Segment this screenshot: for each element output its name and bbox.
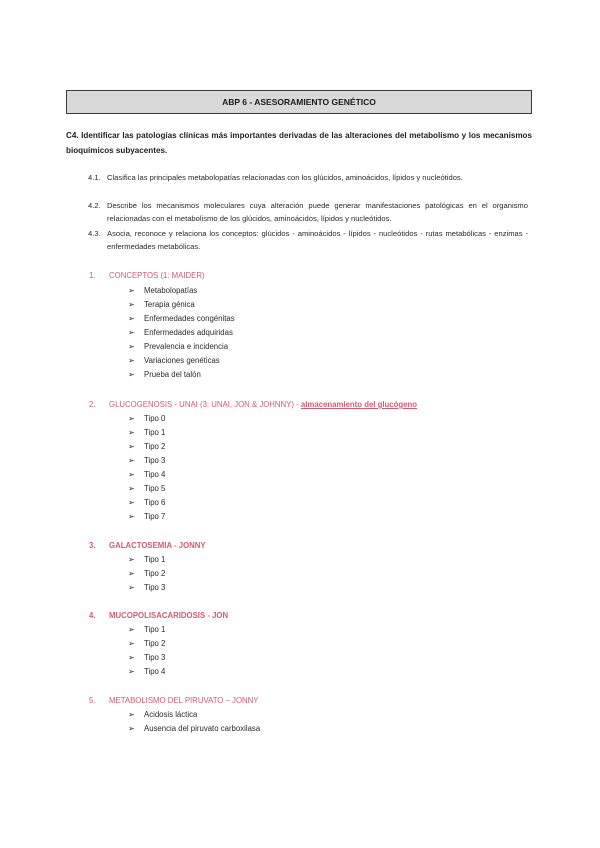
subobjective-4-3: [88, 227, 528, 253]
list-item-label: Metabolopatías: [144, 286, 198, 295]
arrow-bullet-icon: ➢: [128, 370, 135, 379]
list-item: [128, 312, 235, 326]
list-item: [128, 298, 235, 312]
list-item-label: Ausencia del piruvato carboxilasa: [144, 724, 261, 733]
section-conceptos-list: [128, 284, 235, 382]
list-item-label: Tipo 3: [144, 456, 166, 465]
list-item: [128, 368, 235, 382]
list-item: [128, 482, 165, 496]
list-item-label: Prueba del talón: [144, 370, 201, 379]
subobjective-4-2: [88, 199, 528, 225]
arrow-bullet-icon: ➢: [128, 342, 135, 351]
list-item: [128, 284, 235, 298]
section-mucopolisacaridosis-heading: [89, 610, 228, 622]
list-item: [128, 354, 235, 368]
list-item: [128, 581, 165, 595]
document-title-box: [66, 90, 532, 114]
section-conceptos-heading: [89, 270, 205, 282]
section-number: 1.: [89, 271, 96, 280]
arrow-bullet-icon: ➢: [128, 512, 135, 521]
section-glucogenosis-list: [128, 412, 165, 524]
subobjective-text: Clasifica las principales metabolopatías relacionadas con los glúcidos, aminoácidos, lípidos y nucleótidos.: [107, 173, 463, 182]
arrow-bullet-icon: ➢: [128, 555, 135, 564]
list-item-label: Tipo 2: [144, 569, 166, 578]
list-item: [128, 722, 260, 736]
section-number: 2.: [89, 400, 96, 409]
arrow-bullet-icon: ➢: [128, 583, 135, 592]
list-item-label: Tipo 2: [144, 442, 166, 451]
list-item: [128, 567, 165, 581]
objective-c4: C4. Identificar las patologías clínicas más importantes derivadas de las alteraciones del metabolismo y los mecanismos bioquímicos subyacentes.: [66, 131, 532, 155]
subobjective-text: Asocia, reconoce y relaciona los conceptos: glúcidos - aminoácidos - lípidos - nucleótidos - rutas metabólicas - enzimas - enfermedades metabólicas.: [107, 229, 528, 251]
arrow-bullet-icon: ➢: [128, 667, 135, 676]
section-mucopolisacaridosis-list: [128, 623, 165, 679]
arrow-bullet-icon: ➢: [128, 300, 135, 309]
arrow-bullet-icon: ➢: [128, 484, 135, 493]
list-item: [128, 326, 235, 340]
arrow-bullet-icon: ➢: [128, 569, 135, 578]
subobjective-number: 4.2.: [88, 201, 101, 210]
section-galactosemia-list: [128, 553, 165, 595]
section-title: MUCOPOLISACARIDOSIS - JON: [109, 611, 229, 620]
list-item: [128, 496, 165, 510]
arrow-bullet-icon: ➢: [128, 498, 135, 507]
list-item-label: Variaciones genéticas: [144, 356, 220, 365]
list-item-label: Tipo 5: [144, 484, 166, 493]
section-piruvato-list: [128, 708, 260, 736]
list-item-label: Tipo 2: [144, 639, 166, 648]
list-item: [128, 440, 165, 454]
section-title: CONCEPTOS (1: MAIDER): [109, 271, 205, 280]
glycogen-storage-link[interactable]: almacenamiento del glucógeno: [300, 400, 418, 409]
section-number: 3.: [89, 541, 96, 550]
section-piruvato-heading: [89, 695, 258, 707]
list-item-label: Tipo 1: [144, 555, 166, 564]
list-item: [128, 708, 260, 722]
list-item-label: Enfermedades congénitas: [144, 314, 235, 323]
subobjective-number: 4.3.: [88, 229, 101, 238]
section-title: METABOLISMO DEL PIRUVATO – JONNY: [109, 696, 259, 705]
list-item: [128, 510, 165, 524]
arrow-bullet-icon: ➢: [128, 456, 135, 465]
list-item: [128, 426, 165, 440]
list-item-label: Tipo 4: [144, 470, 166, 479]
subobjective-number: 4.1.: [88, 173, 101, 182]
list-item-label: Tipo 0: [144, 414, 166, 423]
arrow-bullet-icon: ➢: [128, 639, 135, 648]
list-item-label: Tipo 6: [144, 498, 166, 507]
list-item-label: Tipo 3: [144, 653, 166, 662]
arrow-bullet-icon: ➢: [128, 470, 135, 479]
list-item-label: Terapia génica: [144, 300, 195, 309]
list-item: [128, 665, 165, 679]
section-title: GALACTOSEMIA - JONNY: [109, 541, 206, 550]
list-item-label: Prevalencia e incidencia: [144, 342, 229, 351]
arrow-bullet-icon: ➢: [128, 314, 135, 323]
list-item: [128, 637, 165, 651]
list-item: [128, 412, 165, 426]
section-number: 5.: [89, 696, 96, 705]
arrow-bullet-icon: ➢: [128, 724, 135, 733]
list-item-label: Enfermedades adquiridas: [144, 328, 233, 337]
list-item: [128, 623, 165, 637]
list-item: [128, 651, 165, 665]
section-number: 4.: [89, 611, 96, 620]
list-item-label: Tipo 1: [144, 625, 166, 634]
subobjective-text: Describe los mecanismos moleculares cuya alteración puede generar manifestaciones patológicas en el organismo relacionadas con el metabolismo de los glúcidos, aminoácidos, lípidos y nucleótidos.: [107, 201, 528, 223]
arrow-bullet-icon: ➢: [128, 328, 135, 337]
list-item-label: Tipo 7: [144, 512, 166, 521]
arrow-bullet-icon: ➢: [128, 356, 135, 365]
arrow-bullet-icon: ➢: [128, 442, 135, 451]
list-item: [128, 340, 235, 354]
list-item-label: Acidosis láctica: [144, 710, 198, 719]
arrow-bullet-icon: ➢: [128, 286, 135, 295]
arrow-bullet-icon: ➢: [128, 428, 135, 437]
arrow-bullet-icon: ➢: [128, 653, 135, 662]
arrow-bullet-icon: ➢: [128, 414, 135, 423]
list-item-label: Tipo 1: [144, 428, 166, 437]
subobjective-4-1: [88, 171, 528, 184]
section-title: GLUCOGENOSIS - UNAI (3: UNAI, JON & JOHNNY) -: [109, 400, 301, 409]
list-item: [128, 468, 165, 482]
list-item: [128, 553, 165, 567]
list-item-label: Tipo 3: [144, 583, 166, 592]
section-glucogenosis-heading: [89, 399, 417, 411]
arrow-bullet-icon: ➢: [128, 710, 135, 719]
list-item-label: Tipo 4: [144, 667, 166, 676]
document-title: ABP 6 - ASESORAMIENTO GENÉTICO: [222, 97, 376, 107]
section-galactosemia-heading: [89, 540, 206, 552]
list-item: [128, 454, 165, 468]
arrow-bullet-icon: ➢: [128, 625, 135, 634]
